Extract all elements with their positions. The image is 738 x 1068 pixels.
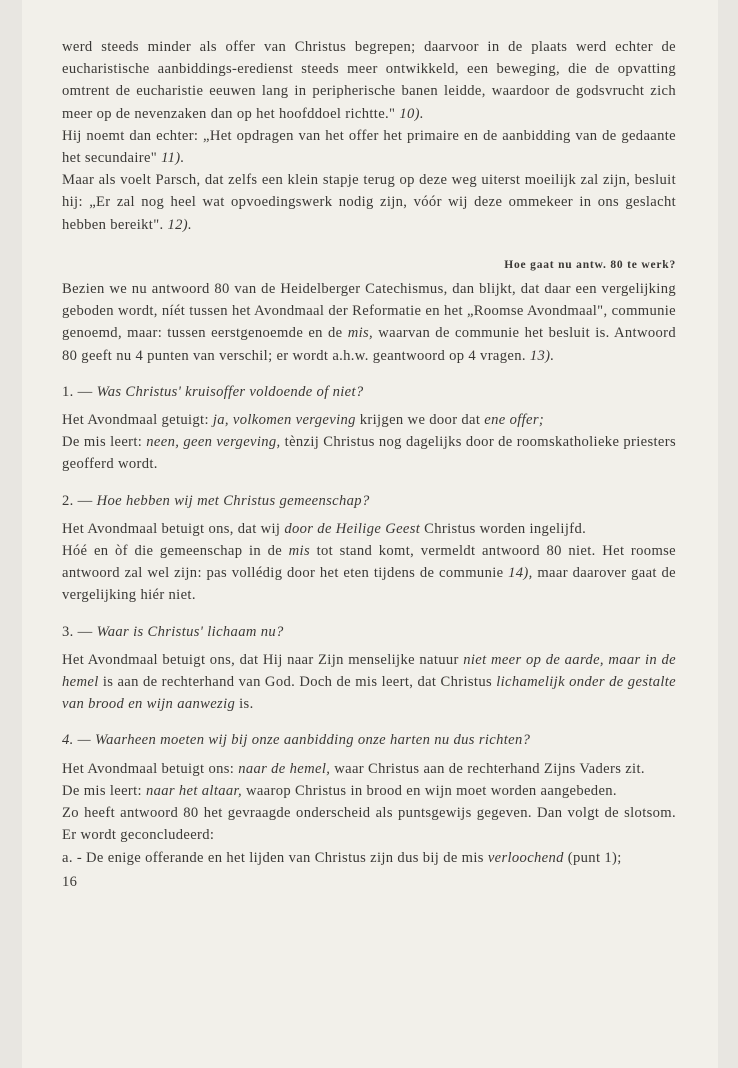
paragraph: Hóé en òf die gemeenschap in de mis tot stand komt, vermeldt antwoord 80 niet. Het roomse antwoord zal wel zijn: pas vollédig door het eten tijdens de communie 14), maar daarover gaat de vergelijking hiér niet. xyxy=(62,543,676,604)
paragraph: Hij noemt dan echter: „Het opdragen van het offer het primaire en de aanbidding van de gedaante het secundaire" 11). xyxy=(62,127,676,167)
footnote-ref: 11). xyxy=(161,150,185,167)
paragraph: a. - De enige offerande en het lijden van Christus zijn dus bij de mis verloochend (punt 1); xyxy=(62,849,622,866)
paragraph: werd steeds minder als offer van Christus begrepen; daarvoor in de plaats werd echter de eucharistische aanbiddings-eredienst steeds meer ontwikkeld, een beweging, die de opvatting omtrent de eucharistie eeuwen lang in peripherische banen leidde, waardoor de godsvrucht zich meer op de nevenzaken dan op het hoofddoel richtte." 10). xyxy=(62,39,676,122)
paragraph: De mis leert: naar het altaar, waarop Christus in brood en wijn moet worden aangebeden. xyxy=(62,782,617,799)
footnote-ref: 10). xyxy=(399,105,424,122)
question-heading: 3. — Waar is Christus' lichaam nu? xyxy=(62,623,284,640)
paragraph: Zo heeft antwoord 80 het gevraagde onderscheid als puntsgewijs gegeven. Dan volgt de slotsom. Er wordt geconcludeerd: xyxy=(62,805,676,844)
footnote-ref: 12). xyxy=(167,216,193,233)
paragraph: De mis leert: neen, geen vergeving, tènzij Christus nog dagelijks door de roomskatholieke priesters geofferd wordt. xyxy=(62,434,676,473)
question-heading: 2. — Hoe hebben wij met Christus gemeenschap? xyxy=(62,492,370,509)
page-number: 16 xyxy=(62,873,78,890)
paragraph: Het Avondmaal getuigt: ja, volkomen vergeving krijgen we door dat ene offer; xyxy=(62,412,545,429)
footnote-ref: 13). xyxy=(529,347,555,364)
paragraph: Het Avondmaal betuigt ons, dat wij door de Heilige Geest Christus worden ingelijfd. xyxy=(62,520,587,537)
section-heading: Hoe gaat nu antw. 80 te werk? xyxy=(504,258,676,271)
paragraph: Maar als voelt Parsch, dat zelfs een klein stapje terug op deze weg uiterst moeilijk zal zijn, besluit hij: „Er zal nog heel wat opvoedingswerk nodig zijn, vóór wij deze ommekeer in ons geslacht hebben bereikt". 12). xyxy=(62,172,676,233)
page-content xyxy=(62,36,676,893)
paragraph: Het Avondmaal betuigt ons: naar de hemel, waar Christus aan de rechterhand Zijns Vaders zit. xyxy=(62,760,645,777)
paragraph: Bezien we nu antwoord 80 van de Heidelberger Catechismus, dan blijkt, dat daar een vergelijking geboden wordt, níét tussen het Avondmaal der Reformatie en het „Roomse Avondmaal", communie genoemd, maar: tussen eerstgenoemde en de mis, waarvan de communie het besluit is. Antwoord 80 geeft nu 4 punten van verschil; er wordt a.h.w. geantwoord op 4 vragen. 13). xyxy=(62,281,677,364)
footnote-ref: 14), xyxy=(508,565,533,582)
question-heading: 1. — Was Christus' kruisoffer voldoende of niet? xyxy=(62,383,364,400)
paragraph: Het Avondmaal betuigt ons, dat Hij naar Zijn menselijke natuur niet meer op de aarde, maar in de hemel is aan de rechterhand van God. Doch de mis leert, dat Christus lichamelijk onder de gestalte van brood en wijn aanwezig is. xyxy=(62,651,677,713)
book-page xyxy=(22,0,718,1068)
question-heading: 4. — Waarheen moeten wij bij onze aanbidding onze harten nu dus richten? xyxy=(62,732,531,749)
